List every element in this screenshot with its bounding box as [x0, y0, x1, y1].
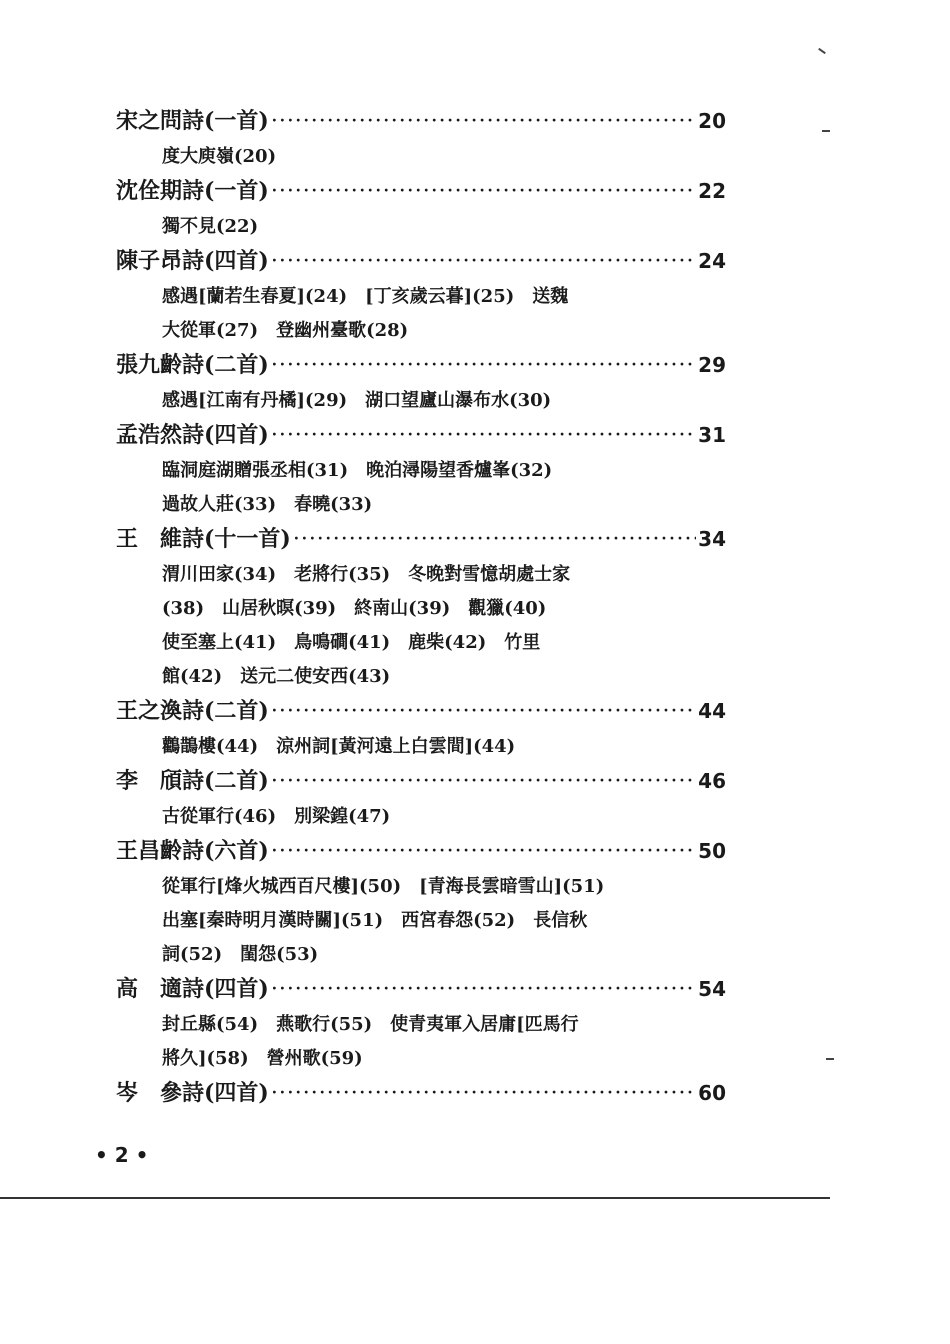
toc-entry-page: 20 [698, 109, 726, 133]
dot-leader [271, 769, 696, 794]
poem-list-line: 獨不見(22) [162, 216, 259, 237]
poem-list-line: 感遇[蘭若生春夏](24) [丁亥歲云暮](25) 送魏 [162, 286, 569, 307]
toc-entry-page: 50 [698, 839, 726, 863]
toc-entry-page: 54 [698, 977, 726, 1001]
toc-entry-poems [116, 870, 726, 972]
toc-entry-poems [116, 800, 726, 834]
toc-entry-page: 29 [698, 353, 726, 377]
toc-entry-poems [116, 140, 726, 174]
toc-entry-page: 44 [698, 699, 726, 723]
toc-entry-title: 陳子昂詩(四首) [116, 248, 269, 274]
bottom-rule [0, 1197, 830, 1199]
toc-entry-title: 張九齡詩(二首) [116, 352, 269, 378]
toc-entry-title: 王之渙詩(二首) [116, 698, 269, 724]
toc-entry-title: 岑 參詩(四首) [116, 1080, 269, 1106]
poem-list-line: (38) 山居秋暝(39) 終南山(39) 觀獵(40) [162, 598, 547, 619]
poem-list-line: 度大庾嶺(20) [162, 146, 277, 167]
poem-list-line: 臨洞庭湖贈張丞相(31) 晚泊潯陽望香爐峯(32) [162, 460, 553, 481]
dot-leader [293, 527, 696, 552]
toc-entry-poems [116, 210, 726, 244]
poem-list-line: 館(42) 送元二使安西(43) [162, 666, 391, 687]
dot-leader [271, 839, 696, 864]
toc-entry [116, 834, 726, 870]
poem-list-line: 從軍行[烽火城西百尺樓](50) [青海長雲暗雪山](51) [162, 876, 605, 897]
toc-entry-page: 46 [698, 769, 726, 793]
poem-list-line: 使至塞上(41) 鳥鳴磵(41) 鹿柴(42) 竹里 [162, 632, 541, 653]
scan-speck [826, 1058, 834, 1060]
toc-entry-page: 22 [698, 179, 726, 203]
toc-entry-page: 31 [698, 423, 726, 447]
toc-entry-poems [116, 384, 726, 418]
toc-entry-poems [116, 454, 726, 522]
poem-list-line: 大從軍(27) 登幽州臺歌(28) [162, 320, 409, 341]
toc-entry-poems [116, 730, 726, 764]
dot-leader [271, 353, 696, 378]
toc-entry [116, 694, 726, 730]
toc-entry-page: 34 [698, 527, 726, 551]
toc-entry-title: 王昌齡詩(六首) [116, 838, 269, 864]
toc-entry-page: 60 [698, 1081, 726, 1105]
toc-entry [116, 972, 726, 1008]
toc-entry [116, 522, 726, 558]
toc-entry-page: 24 [698, 249, 726, 273]
dot-leader [271, 249, 696, 274]
page-number: • 2 • [95, 1143, 149, 1167]
toc-entry [116, 244, 726, 280]
toc-entry-poems [116, 1008, 726, 1076]
toc-entry [116, 764, 726, 800]
poem-list-line: 渭川田家(34) 老將行(35) 冬晚對雪憶胡處士家 [162, 564, 571, 585]
scan-speck [822, 130, 830, 132]
poem-list-line: 封丘縣(54) 燕歌行(55) 使青夷軍入居庸[匹馬行 [162, 1014, 579, 1035]
dot-leader [271, 977, 696, 1002]
table-of-contents [116, 104, 726, 1112]
toc-entry-title: 王 維詩(十一首) [116, 526, 291, 552]
dot-leader [271, 699, 696, 724]
poem-list-line: 將久](58) 營州歌(59) [162, 1048, 363, 1069]
toc-entry-poems [116, 280, 726, 348]
dot-leader [271, 179, 696, 204]
dot-leader [271, 423, 696, 448]
toc-entry-poems [116, 558, 726, 694]
toc-entry [116, 104, 726, 140]
toc-entry [116, 348, 726, 384]
toc-entry-title: 李 頎詩(二首) [116, 768, 269, 794]
toc-entry [116, 1076, 726, 1112]
poem-list-line: 鸛鵲樓(44) 涼州詞[黃河遠上白雲間](44) [162, 736, 516, 757]
toc-entry-title: 沈佺期詩(一首) [116, 178, 269, 204]
poem-list-line: 過故人莊(33) 春曉(33) [162, 494, 373, 515]
toc-entry [116, 174, 726, 210]
toc-entry-title: 高 適詩(四首) [116, 976, 269, 1002]
toc-entry [116, 418, 726, 454]
dot-leader [271, 1081, 696, 1106]
scan-speck [818, 48, 826, 54]
poem-list-line: 古從軍行(46) 別梁鍠(47) [162, 806, 391, 827]
dot-leader [271, 109, 696, 134]
toc-entry-title: 孟浩然詩(四首) [116, 422, 269, 448]
poem-list-line: 詞(52) 閨怨(53) [162, 944, 319, 965]
poem-list-line: 出塞[秦時明月漢時關](51) 西宮春怨(52) 長信秋 [162, 910, 588, 931]
toc-entry-title: 宋之問詩(一首) [116, 108, 269, 134]
poem-list-line: 感遇[江南有丹橘](29) 湖口望廬山瀑布水(30) [162, 390, 552, 411]
